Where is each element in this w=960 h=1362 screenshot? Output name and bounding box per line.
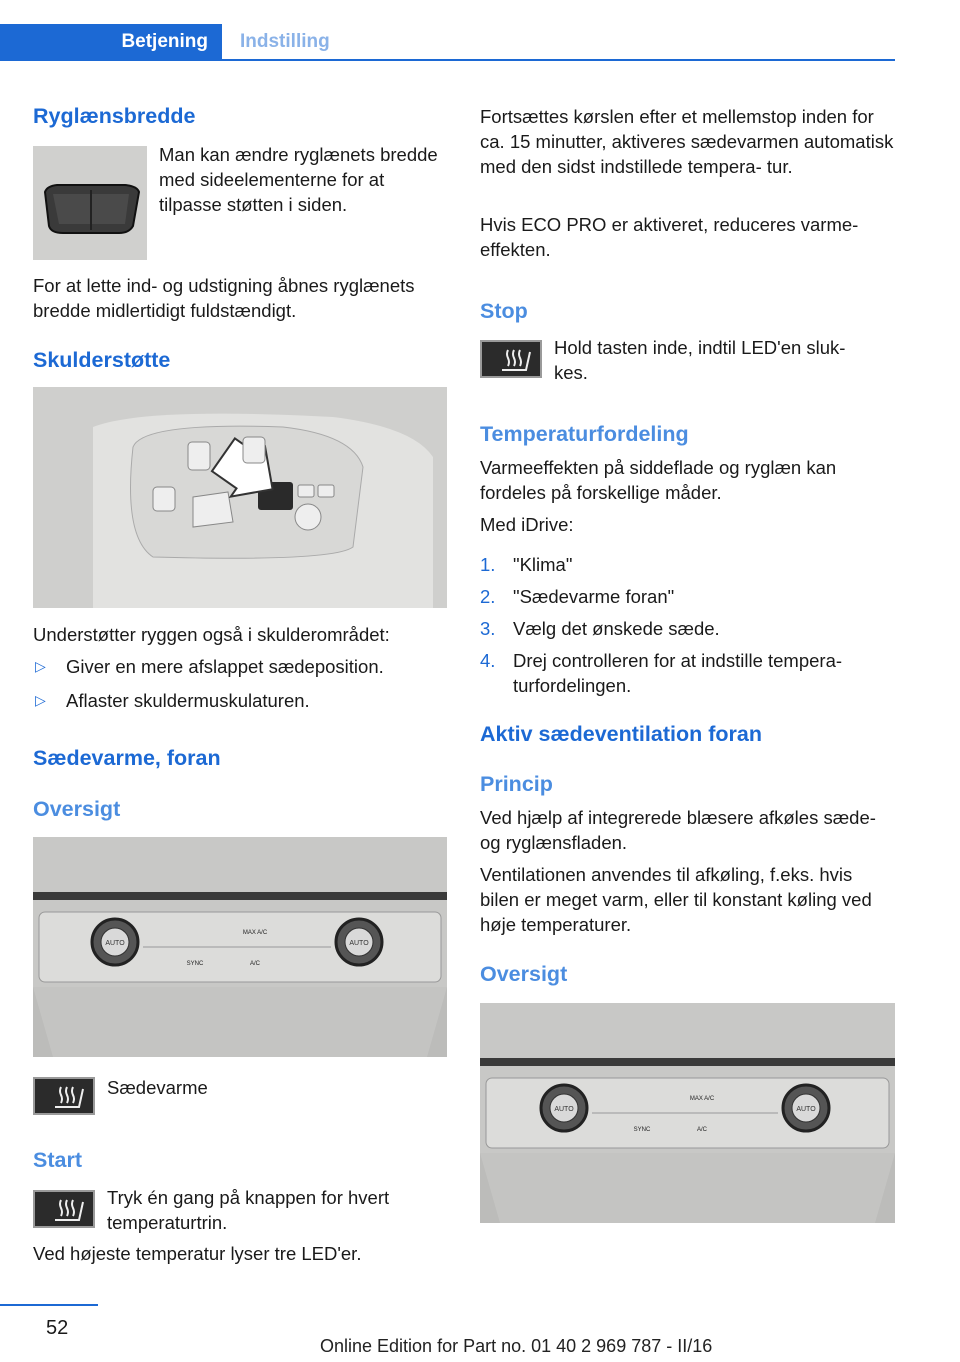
list-item <box>480 584 895 609</box>
start-text: Tryk én gang på knappen for hvert temperaturtrin. <box>107 1187 390 1233</box>
backrest-width-para: For at lette ind- og udstigning åbnes ryglænets bredde midlertidigt fuldstændigt. <box>33 275 415 321</box>
footer-rule <box>0 1304 98 1306</box>
subsection-overview: Oversigt <box>33 797 121 821</box>
maxac-label: MAX A/C <box>689 1096 715 1102</box>
list-item <box>480 648 895 698</box>
seat-controls-illustration <box>33 387 447 608</box>
maxac-label: MAX A/C <box>242 930 268 936</box>
step-text: Drej controlleren for at indstille tempera‐ turfordelingen. <box>513 650 843 696</box>
idrive-label: Med iDrive: <box>480 514 574 535</box>
step-number: 1. <box>480 554 496 575</box>
section-title-backrest-width: Ryglænsbredde <box>33 104 196 128</box>
shoulder-support-image <box>33 387 447 608</box>
subsection-overview-2: Oversigt <box>480 962 568 986</box>
header-tabs <box>0 24 895 62</box>
backrest-switch-illustration <box>33 146 147 260</box>
climate-panel-image <box>33 837 447 1057</box>
sync-label: SYNC <box>186 961 204 967</box>
backrest-width-text: Man kan ændre ryglænets bredde med sideelementerne for at tilpasse støtten i siden. <box>159 144 438 215</box>
ventilation-para-1: Ved hjælp af integrerede blæsere afkøles sæde- og ryglænsfladen. <box>480 807 876 853</box>
list-item-text: Aflaster skuldermuskulaturen. <box>66 690 310 711</box>
shoulder-list <box>33 654 453 722</box>
step-number: 3. <box>480 618 496 639</box>
stop-text: Hold tasten inde, indtil LED'en sluk‐ kes. <box>554 337 846 383</box>
section-title-seat-heating: Sædevarme, foran <box>33 746 221 770</box>
list-item <box>33 688 453 713</box>
section-title-ventilation: Aktiv sædeventilation foran <box>480 722 762 746</box>
start-para: Ved højeste temperatur lyser tre LED'er. <box>33 1243 362 1264</box>
continue-para-2: Hvis ECO PRO er aktiveret, reduceres varme‐ effekten. <box>480 214 859 260</box>
list-item <box>480 552 895 577</box>
temp-para: Varmeeffekten på siddeflade og ryglæn kan fordeles på forskellige måder. <box>480 457 837 503</box>
seat-heating-icon <box>35 1192 93 1226</box>
start-button-image <box>33 1190 95 1228</box>
climate-panel-image-2 <box>480 1003 895 1223</box>
climate-panel-illustration <box>33 837 447 1057</box>
subsection-stop: Stop <box>480 299 528 323</box>
edition-note: Online Edition for Part no. 01 40 2 969 787 - II/16 <box>320 1336 713 1356</box>
triangle-bullet-icon: ▷ <box>35 658 46 674</box>
tab-indstilling[interactable]: Indstilling <box>240 31 330 52</box>
tab-betjening[interactable] <box>0 24 222 61</box>
ventilation-para-2: Ventilationen anvendes til afkøling, f.eks. hvis bilen er meget varm, eller til konstant køling ved høje temperaturer. <box>480 864 872 935</box>
auto-label-left: AUTO <box>554 1106 574 1113</box>
seat-heating-icon <box>482 342 540 376</box>
subsection-start: Start <box>33 1148 82 1172</box>
list-item-text: Giver en mere afslappet sædeposition. <box>66 656 384 677</box>
step-number: 4. <box>480 650 496 671</box>
sync-label: SYNC <box>633 1127 651 1133</box>
seat-heating-caption: Sædevarme <box>107 1077 208 1098</box>
subsection-principle: Princip <box>480 772 553 796</box>
backrest-width-button-image <box>33 146 147 260</box>
ac-label: A/C <box>249 961 261 967</box>
step-text: "Sædevarme foran" <box>513 586 675 607</box>
auto-label-left: AUTO <box>105 940 125 947</box>
tab-underline <box>222 59 895 61</box>
stop-button-image <box>480 340 542 378</box>
shoulder-intro: Understøtter ryggen også i skulderområdet: <box>33 624 390 645</box>
list-item <box>33 654 453 679</box>
section-title-shoulder: Skulderstøtte <box>33 348 171 372</box>
list-item <box>480 616 895 641</box>
auto-label-right: AUTO <box>349 940 369 947</box>
seat-heating-button-image <box>33 1077 95 1115</box>
seat-heating-icon <box>35 1079 93 1113</box>
climate-panel-illustration <box>480 1003 895 1223</box>
triangle-bullet-icon: ▷ <box>35 692 46 708</box>
auto-label-right: AUTO <box>796 1106 816 1113</box>
subsection-temp-distribution: Temperaturfordeling <box>480 422 689 446</box>
continue-para-1: Fortsættes kørslen efter et mellemstop inden for ca. 15 minutter, aktiveres sædevarmen automatisk med den sidst indstillede tempera‐ tur. <box>480 106 894 177</box>
tab-betjening-label: Betjening <box>121 31 208 52</box>
step-text: "Klima" <box>513 554 573 575</box>
ac-label: A/C <box>696 1127 708 1133</box>
page-number: 52 <box>46 1317 69 1339</box>
step-text: Vælg det ønskede sæde. <box>513 618 720 639</box>
idrive-steps <box>480 552 895 705</box>
step-number: 2. <box>480 586 496 607</box>
